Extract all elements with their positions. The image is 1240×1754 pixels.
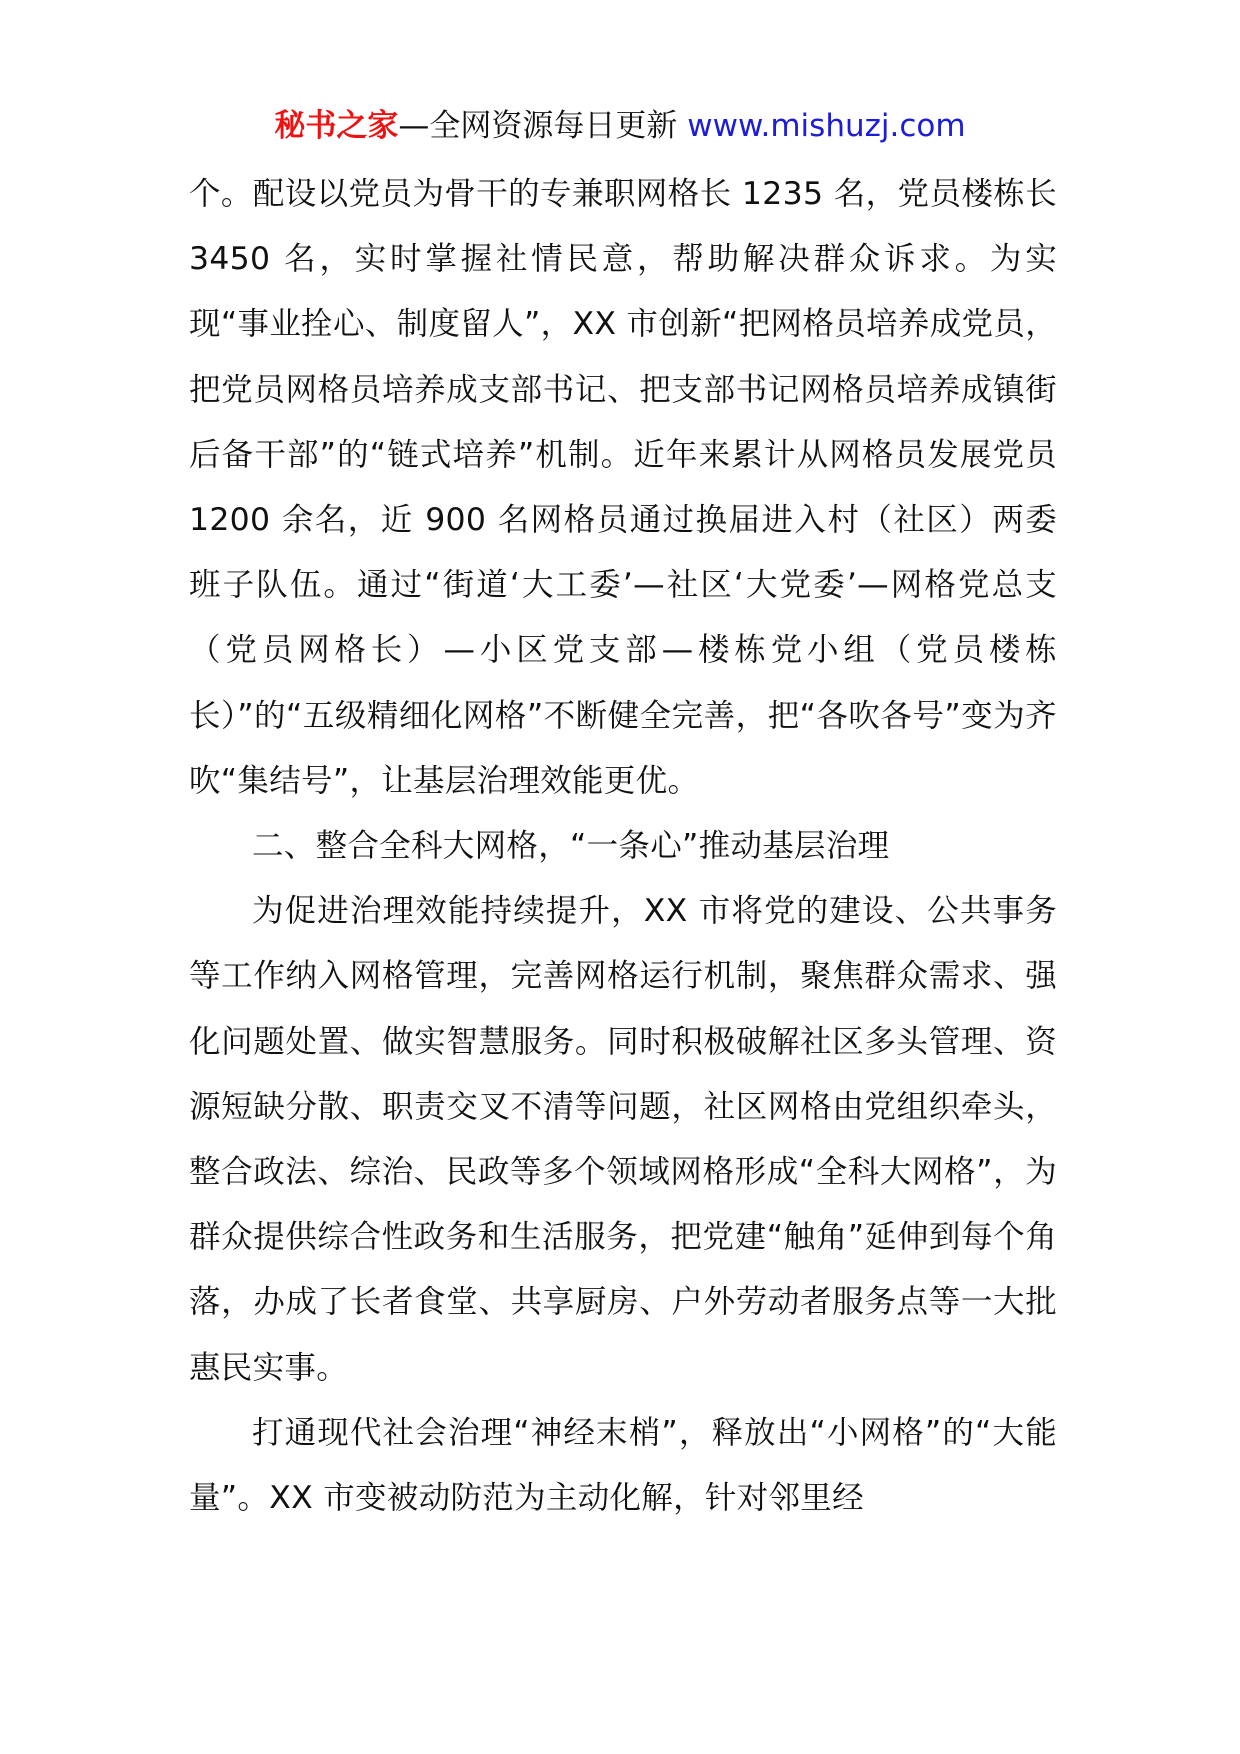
paragraph: 为促进治理效能持续提升，XX 市将党的建设、公共事务等工作纳入网格管理，完善网格运行机制，聚焦群众需求、强化问题处置、做实智慧服务。同时积极破解社区多头管理、资源短缺分散、职责交叉不清等问题，社区网格由党组织牵头，整合政法、综治、民政等多个领域网格形成“全科大网格”，为群众提供综合性政务和生活服务，把党建“触角”延伸到每个角落，办成了长者食堂、共享厨房、户外劳动者服务点等一大批惠民实事。 <box>189 893 1057 1386</box>
brand-name: 秘书之家 <box>274 108 399 144</box>
page-header <box>0 98 1240 154</box>
website-link[interactable]: www.mishuzj.com <box>687 108 966 144</box>
paragraph: 打通现代社会治理“神经末梢”，释放出“小网格”的“大能量”。XX 市变被动防范为主动化解，针对邻里经 <box>189 1414 1057 1517</box>
paragraph-continued: 个。配设以党员为骨干的专兼职网格长 1235 名，党员楼栋长 3450 名，实时掌握社情民意，帮助解决群众诉求。为实现“事业拴心、制度留人”，XX 市创新“把网格员培养成党员，把党员网格员培养成支部书记、把支部书记网格员培养成镇街后备干部”的“链式培养”机制。近年来累计从网格员发展党员 1200 余名，近 900 名网格员通过换届进入村（社区）两委班子队伍。通过“街道‘大工委’—社区‘大党委’—网格党总支（党员网格长）—小区党支部—楼栋党小组（党员楼栋长）”的“五级精细化网格”不断健全完善，把“各吹各号”变为齐吹“集结号”，让基层治理效能更优。 <box>189 176 1057 799</box>
document-body <box>189 162 1057 1531</box>
header-tagline: —全网资源每日更新 <box>398 108 678 144</box>
section-heading: 二、整合全科大网格，“一条心”推动基层治理 <box>252 828 890 865</box>
